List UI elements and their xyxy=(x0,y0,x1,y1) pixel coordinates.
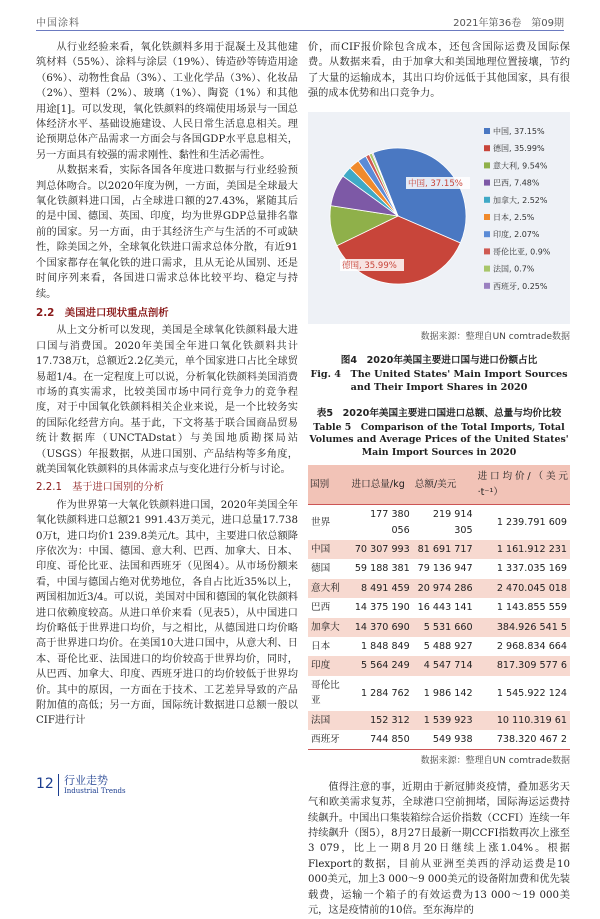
table-cell: 219 914 305 xyxy=(432,509,473,536)
section-heading: 2.2 美国进口现状重点剖析 xyxy=(36,306,169,319)
journal-name: 中国涂料 xyxy=(36,18,80,29)
legend-label: 哥伦比亚, 0.9% xyxy=(493,247,551,257)
table-source: 数据来源：整理自UN comtrade数据 xyxy=(420,756,570,767)
table-row xyxy=(308,540,570,559)
left-column xyxy=(36,40,298,729)
table-cell: 744 850 xyxy=(350,730,413,750)
table-row xyxy=(308,676,570,711)
table-cell: 巴西 xyxy=(311,602,331,614)
table-cell: 德国 xyxy=(311,563,331,575)
column-header: 进口均价/（美元·t⁻¹） xyxy=(476,465,570,504)
table-cell: 5 564 249 xyxy=(350,656,413,675)
legend-label: 加拿大, 2.52% xyxy=(493,195,548,205)
legend-label: 日本, 2.5% xyxy=(493,212,535,222)
data-label-germany: 德国, 35.99% xyxy=(342,260,397,271)
legend-swatch xyxy=(484,145,490,151)
table-cell: 384.926 541 5 xyxy=(476,618,570,637)
table-row xyxy=(308,656,570,675)
import-table xyxy=(308,465,570,750)
table-cell: 日本 xyxy=(311,641,331,652)
data-label-china: 中国, 37.15% xyxy=(408,178,463,189)
table-cell: 59 188 381 xyxy=(354,563,410,575)
legend-swatch xyxy=(484,265,490,271)
legend-swatch xyxy=(484,128,490,134)
column-header: 总额/美元 xyxy=(413,465,476,504)
table-cell: 西班牙 xyxy=(308,730,350,750)
table-cell: 世界 xyxy=(311,516,331,528)
table-cell: 1 986 142 xyxy=(423,687,473,699)
table-cell: 1 545.922 124 xyxy=(496,687,567,699)
table-cell: 1 284 762 xyxy=(360,687,410,699)
paragraph: 价，而CIF报价除包含成本，还包含国际运费及国际保费。从数据来看，由于加拿大和美国地理位置接壤，节约了大量的运输成本，其出口均价远低于其他国家，具有很强的成本优势和出口竞争力。 xyxy=(308,42,570,100)
table-cell: 法国 xyxy=(308,711,350,730)
table-row xyxy=(308,711,570,730)
table-cell: 印度 xyxy=(308,656,350,675)
table-row xyxy=(308,559,570,578)
right-column xyxy=(308,40,570,919)
table-cell: 1 337.035 169 xyxy=(496,563,567,575)
table-cell: 5 488 927 xyxy=(423,641,473,652)
footer-section-en: Industrial Trends xyxy=(64,787,126,795)
legend-label: 法国, 0.7% xyxy=(493,264,535,274)
paragraph: 从上文分析可以发现，美国是全球氧化铁颜料最大进口国与消费国。2020年美国全年进口氧化铁颜料共计17.738万t，总额近2.2亿美元，单个国家进口占比全球贸易超1/4。在一定程度上可以说，分析氧化铁颜料美国消费市场的真实需求，比较美国市场中同行竞争力的竞争程度，对于中国氧化铁颜料相关企业来说，是一个比较务实的国际化经营方向。基于此，下文将基于联合国商品贸易统计数据库（UNCTADstat）与美国地质勘探局站（USGS）年报数据，从进口国别、产品结构等多角度，就美国氧化铁颜料的具体需求点与变化进行分析与讨论。 xyxy=(36,325,298,475)
table-cell: 1 143.855 559 xyxy=(496,602,567,614)
table-cell: 5 531 660 xyxy=(413,618,476,637)
legend-swatch xyxy=(484,179,490,185)
table-row xyxy=(308,579,570,598)
page-header xyxy=(0,0,600,32)
legend-swatch xyxy=(484,214,490,220)
table-body xyxy=(308,505,570,750)
table-cell: 意大利 xyxy=(308,579,350,598)
table-cell: 70 307 993 xyxy=(350,540,413,559)
page-number: 12 xyxy=(36,776,54,792)
header-rule xyxy=(36,30,564,31)
table-cell: 817.309 577 6 xyxy=(476,656,570,675)
pie-chart-figure xyxy=(308,112,570,324)
paragraph: 从行业经验来看，氧化铁颜料多用于混凝土及其他建筑材料（55%）、涂料与涂层（19%）、铸造砂等铸造用途（6%）、动物性食品（3%）、工业化学品（3%）、化妆品（2%）、塑料（2%）、玻璃（1%）、陶瓷（1%）和其他用途[1]。可以发现，氧化铁颜料的终端使用场景与一国总体经济水平、基础设施建设、人民日常生活息息相关。理论预期总体产品需求一方面会与各国GDP水平息息相关，另一方面具有较强的需求刚性、黏性和生活必需性。 xyxy=(36,42,298,161)
table-header-row xyxy=(308,465,570,504)
table-cell: 79 136 947 xyxy=(417,563,473,575)
paragraph: 作为世界第一大氧化铁颜料进口国，2020年美国全年氧化铁颜料进口总额21 991.43万美元，进口总量17.738 0万t，进口均价1 239.8美元/t。其中，主要进口依总额降序依次为：中国、德国、意大利、巴西、加拿大、日本、印度、哥伦比亚、法国和西班牙（见图4）。从市场份额来看，中国与德国占绝对优势地位，各自占比近35%以上，两国相加近3/4。可以说，美国对中国和德国的氧化铁颜料进口依赖度较高。从进口单价来看（见表5），从中国进口均价略低于世界进口均价，与之相比，从德国进口均价略高于世界进口均价。在美国10大进口国中，从意大利、日本、哥伦比亚、法国进口的均价较高于世界均价，同时，从巴西、加拿大、印度、西班牙进口的均价较低于世界均价。其中的原因，一方面在于技术、工艺差异导致的产品附加值的高低；另一方面，国际统计数据进口总额一般以CIF进行计 xyxy=(36,499,298,727)
table-row xyxy=(308,505,570,540)
footer-section-cn: 行业走势 xyxy=(64,774,108,787)
footer-divider xyxy=(58,774,59,796)
figure-caption-en: Fig. 4 The United States' Main Import Sources and Their Import Shares in 2020 xyxy=(310,369,568,394)
legend-label: 德国, 35.99% xyxy=(493,143,545,153)
legend-swatch xyxy=(484,282,490,288)
figure-caption-cn: 图4 2020年美国主要进口国与进口份额占比 xyxy=(340,355,538,367)
table-cell: 4 547 714 xyxy=(413,656,476,675)
legend-swatch xyxy=(484,196,490,202)
table-cell: 哥伦比亚 xyxy=(311,679,340,707)
table-cell: 1 161.912 231 xyxy=(476,540,570,559)
legend-label: 中国, 37.15% xyxy=(493,126,545,136)
legend-swatch xyxy=(484,231,490,237)
legend-label: 印度, 2.07% xyxy=(493,229,540,239)
table-cell: 加拿大 xyxy=(308,618,350,637)
table-cell: 中国 xyxy=(308,540,350,559)
table-cell: 1 848 849 xyxy=(360,641,410,652)
figure-source: 数据来源：整理自UN comtrade数据 xyxy=(420,331,570,342)
table-cell: 1 239.791 609 xyxy=(496,516,567,528)
table-cell: 738.320 467 2 xyxy=(476,730,570,750)
table-cell: 549 938 xyxy=(413,730,476,750)
column-header: 国别 xyxy=(308,465,350,504)
table-cell: 8 491 459 xyxy=(350,579,413,598)
table-cell: 14 370 690 xyxy=(350,618,413,637)
table-cell: 2 470.045 018 xyxy=(476,579,570,598)
subsection-heading: 2.2.1 基于进口国别的分析 xyxy=(36,482,164,494)
table-cell: 152 312 xyxy=(350,711,413,730)
pie-chart xyxy=(308,112,570,324)
legend-label: 巴西, 7.48% xyxy=(493,178,540,188)
table-row xyxy=(308,637,570,656)
table-cell: 177 380 056 xyxy=(370,509,410,536)
legend-swatch xyxy=(484,162,490,168)
legend-swatch xyxy=(484,248,490,254)
table-row xyxy=(308,598,570,617)
table-cell: 81 691 717 xyxy=(413,540,476,559)
column-header: 进口总量/kg xyxy=(350,465,413,504)
paragraph: 从数据来看，实际各国各年度进口数据与行业经验预判总体吻合。以2020年度为例，一方面，美国是全球最大氧化铁颜料进口国，占全球进口额的27.43%，紧随其后的是中国、德国、英国、印度，均为世界GDP总量排名靠前的国家。另一方面，由于其经济生产与生活的不可或缺性，除美国之外，全球氧化铁进口需求总体分散，有近91个国家都存在氧化铁的进口需求，且从无论从国别、还是时间序列来看，各国进口需求总体比较平均、稳定与持续。 xyxy=(36,165,298,300)
table-cell: 16 443 141 xyxy=(417,602,473,614)
table-row xyxy=(308,730,570,750)
legend-label: 西班牙, 0.25% xyxy=(493,281,548,291)
table-cell: 1 539 923 xyxy=(413,711,476,730)
table-cell: 10 110.319 61 xyxy=(476,711,570,730)
table-caption-cn: 表5 2020年美国主要进口国进口总额、总量与均价比较 xyxy=(316,408,562,420)
table-caption-en: Table 5 Comparison of the Total Imports, Total Volumes and Average Prices of the United States' Main Import Sources in 2020 xyxy=(309,421,569,458)
table-cell: 2 968.834 664 xyxy=(496,641,567,652)
issue-info: 2021年第36卷 第09期 xyxy=(453,18,564,29)
table-cell: 20 974 286 xyxy=(413,579,476,598)
legend-label: 意大利, 9.54% xyxy=(493,161,548,171)
table-row xyxy=(308,618,570,637)
table-cell: 14 375 190 xyxy=(354,602,410,614)
paragraph: 值得注意的事，近期由于新冠肺炎疫情，叠加恶劣天气和欧美需求复苏，全球港口空前拥堵，国际海运运费持续飙升。中国出口集装箱综合运价指数（CCFI）连续一年持续飙升（图5），8月27日最新一期CCFI指数再次上涨至3 079，比上一期8月20日继续上涨1.04%。根据Flexport的数据，目前从亚洲至美西的浮动运费是10 000美元，加上3 000～9 000美元的设备附加费和优先装载费，运输一个箱子的有效运费为13 000～19 000美元，这是疫情前的10倍。至东海岸的 xyxy=(308,781,570,917)
